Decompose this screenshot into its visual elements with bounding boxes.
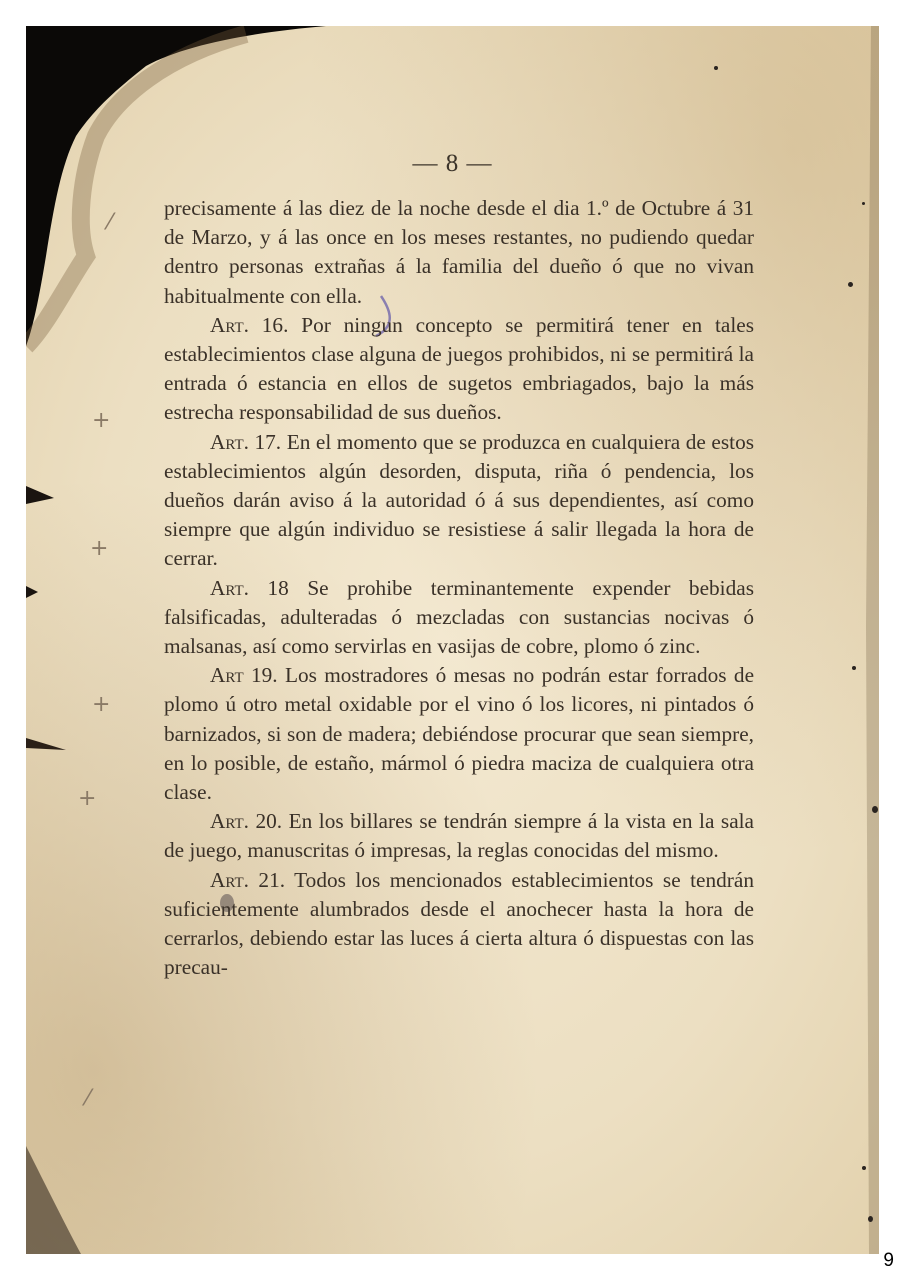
article-label: Art. 17. [210, 429, 282, 454]
article-16 [164, 311, 754, 428]
article-label: Art. 20. [210, 809, 283, 834]
article-21 [164, 866, 754, 983]
article-text: En el momento que se produzca en cualquiera de estos establecimientos algún desorden, disputa, riña ó pendencia, los dueños darán aviso á la autoridad ó á sus dependientes, así como siempre que algún individuo se resistiese á salir llegada la hora de cerrar. [164, 429, 755, 571]
article-text: En los billares se tendrán siempre á la vista en la sala de juego, manuscritas ó impresas, la reglas conocidas del mismo. [164, 809, 755, 863]
article-label: Art. 18 [210, 575, 289, 600]
ink-speck [852, 666, 856, 670]
margin-pencil-mark: + [92, 408, 111, 433]
ink-speck [872, 806, 878, 813]
article-17 [164, 428, 754, 574]
article-label: Art. 21. [210, 867, 286, 892]
article-text: Por ningun concepto se permitirá tener en tales establecimientos clase alguna de juegos prohibidos, ni se permitirá la entrada ó estancia en ellos de sugetos embriagados, bajo la más estrecha responsabilidad de sus dueños. [164, 312, 754, 425]
article-18 [164, 574, 754, 662]
paragraph-continuation [164, 194, 754, 311]
margin-pencil-mark: ⁄ [86, 1086, 90, 1111]
ink-speck [848, 282, 853, 287]
body-text [164, 194, 754, 982]
margin-pencil-mark: ⁄ [108, 210, 112, 235]
ink-speck [862, 1166, 866, 1170]
article-19 [164, 661, 754, 807]
article-text: Se prohibe terminantemente expender bebidas falsificadas, adulteradas ó mezcladas con sustancias nocivas ó malsanas, así como servirlas en vasijas de cobre, plomo ó zinc. [164, 575, 754, 659]
ink-speck [714, 66, 718, 70]
document-page [26, 26, 879, 1254]
article-20 [164, 807, 754, 865]
ink-speck [868, 1216, 873, 1222]
article-label: Art 19. [210, 663, 278, 688]
page-header-number: — 8 — [412, 150, 493, 177]
margin-pencil-mark: + [90, 536, 109, 561]
article-text: Los mostradores ó mesas no podrán estar forrados de plomo ú otro metal oxidable por el vino ó los licores, ni pintados ó barnizados, si son de madera; debiéndose procurar que sean siempre, en lo posible, de estaño, mármol ó piedra maciza de cualquiera otra clase. [164, 663, 755, 805]
article-text: Todos los mencionados establecimientos se tendrán suficientemente alumbrados desde el anochecer hasta la hora de cerrarlos, debiendo estar las luces á cierta altura ó dispuestas con las precau- [164, 867, 754, 980]
ink-speck [862, 202, 865, 205]
scan-page-index: 9 [883, 1250, 894, 1271]
paragraph-text: precisamente á las diez de la noche desde el dia 1.º de Octubre á 31 de Marzo, y á las once en los meses restantes, no pudiendo quedar dentro personas extrañas á la familia del dueño ó que no vivan habitualmente con ella. [164, 196, 754, 308]
margin-pencil-mark: + [78, 786, 97, 811]
article-label: Art. 16. [210, 312, 289, 337]
margin-pencil-mark: + [92, 692, 111, 717]
